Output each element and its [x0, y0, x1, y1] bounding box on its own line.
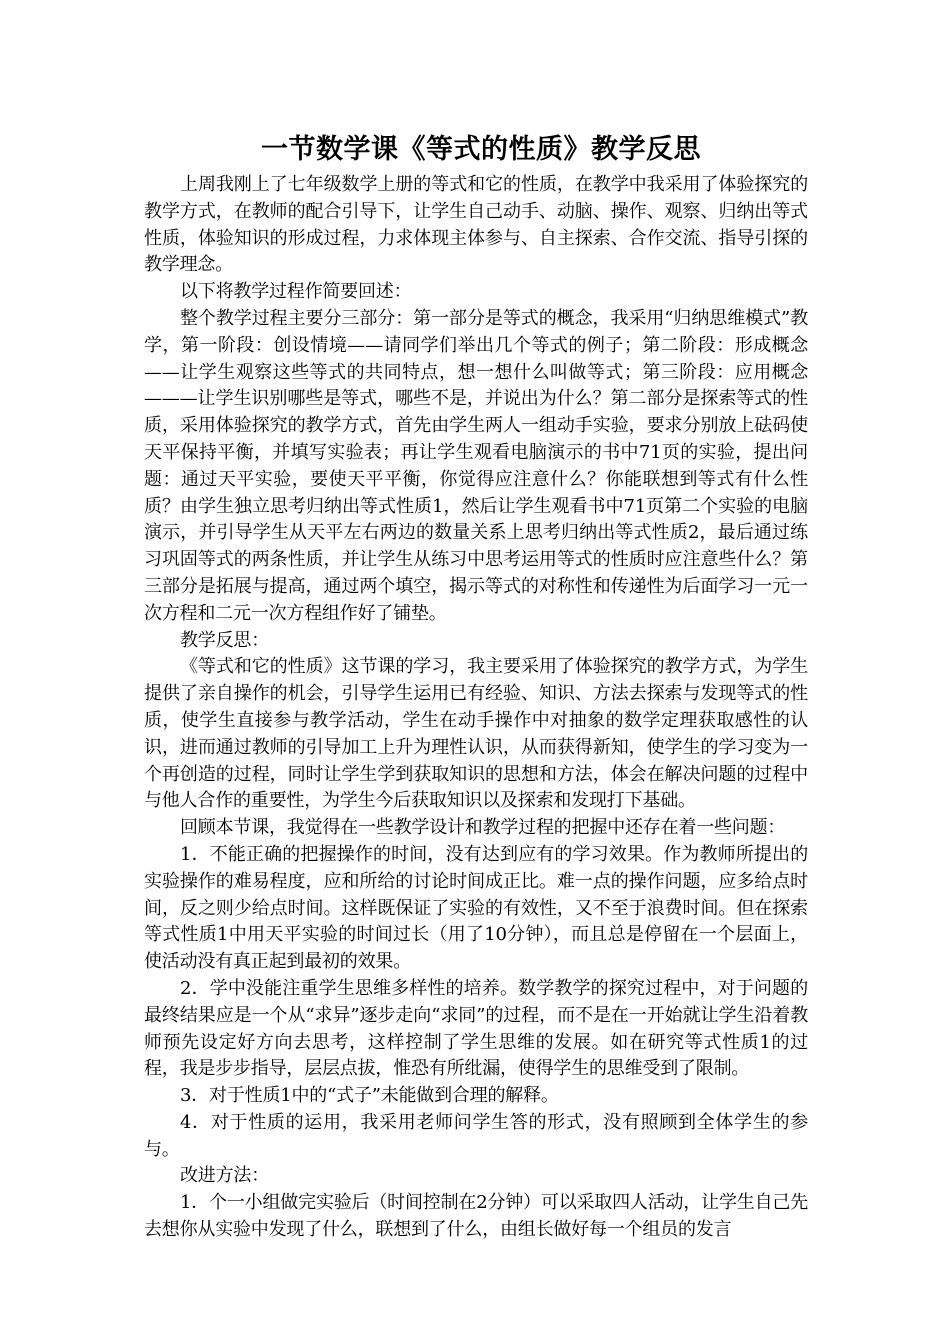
paragraph-reflection-heading: 教学反思：: [180, 629, 269, 651]
paragraph-intro: 上周我刚上了七年级数学上册的等式和它的性质，在教学中我采用了体验探究的教学方式，在教师的配合引导下，让学生自己动手、动脑、操作、观察、归纳出等式性质，体验知识的形成过程，力求体现主体参与、自主探索、合作交流、指导引探的教学理念。: [144, 174, 808, 276]
paragraph-improvement-heading: 改进方法：: [180, 1165, 269, 1187]
paragraph-problem-1: 1．不能正确的把握操作的时间，没有达到应有的学习效果。作为教师所提出的实验操作的难易程度，应和所给的讨论时间成正比。难一点的操作问题，应多给点时间，反之则少给点时间。这样既保证了实验的有效性，又不至于浪费时间。但在探索等式性质1中用天平实验的时间过长（用了10分钟），而且总是停留在一个层面上，使活动没有真正起到最初的效果。: [144, 843, 808, 973]
paragraph-reflection: 《等式和它的性质》这节课的学习，我主要采用了体验探究的教学方式，为学生提供了亲自操作的机会，引导学生运用已有经验、知识、方法去探索与发现等式的性质，使学生直接参与教学活动，学生在动手操作中对抽象的数学定理获取感性的认识，进而通过教师的引导加工上升为理性认识，从而获得新知，使学生的学习变为一个再创造的过程，同时让学生学到获取知识的思想和方法，体会在解决问题的过程中与他人合作的重要性，为学生今后获取知识以及探索和发现打下基础。: [144, 656, 808, 812]
paragraph-review-heading: 以下将教学过程作简要回述：: [180, 281, 412, 303]
paragraph-process: 整个教学过程主要分三部分：第一部分是等式的概念，我采用“归纳思维模式”教学，第一阶段：创设情境——请同学们举出几个等式的例子；第二阶段：形成概念——让学生观察这些等式的共同特点，想一想什么叫做等式；第三阶段：应用概念———让学生识别哪些是等式，哪些不是，并说出为什么？第二部分是探索等式的性质，采用体验探究的教学方式，首先由学生两人一组动手实验，要求分别放上砝码使天平保持平衡，并填写实验表；再让学生观看电脑演示的书中71页的实验，提出问题：通过天平实验，要使天平平衡，你觉得应注意什么？你能联想到等式有什么性质？由学生独立思考归纳出等式性质1，然后让学生观看书中71页第二个实验的电脑演示，并引导学生从天平左右两边的数量关系上思考归纳出等式性质2，最后通过练习巩固等式的两条性质，并让学生从练习中思考运用等式的性质时应注意些什么？第三部分是拓展与提高，通过两个填空，揭示等式的对称性和传递性为后面学习一元一次方程和二元一次方程组作好了铺垫。: [144, 307, 808, 624]
document-title: 一节数学课《等式的性质》教学反思: [261, 134, 701, 165]
paragraph-problems-intro: 回顾本节课，我觉得在一些教学设计和教学过程的把握中还存在着一些问题：: [180, 817, 786, 839]
paragraph-problem-3: 3．对于性质1中的“式子”未能做到合理的解释。: [180, 1085, 559, 1107]
paragraph-problem-2: 2．学中没能注重学生思维多样性的培养。数学教学的探究过程中，对于问题的最终结果应是一个从“求异”逐步走向“求同”的过程，而不是在一开始就让学生沿着教师预先设定好方向去思考，这样控制了学生思维的发展。如在研究等式性质1的过程，我是步步指导，层层点拔，惟恐有所纰漏，使得学生的思维受到了限制。: [144, 977, 808, 1080]
document-page: [144, 128, 808, 1244]
paragraph-improvement-1: 1．个一小组做完实验后（时间控制在2分钟）可以采取四人活动，让学生自己先去想你从实验中发现了什么，联想到了什么，由组长做好每一个组员的发言: [144, 1192, 808, 1241]
paragraph-problem-4: 4．对于性质的运用，我采用老师问学生答的形式，没有照顾到全体学生的参与。: [144, 1111, 808, 1160]
